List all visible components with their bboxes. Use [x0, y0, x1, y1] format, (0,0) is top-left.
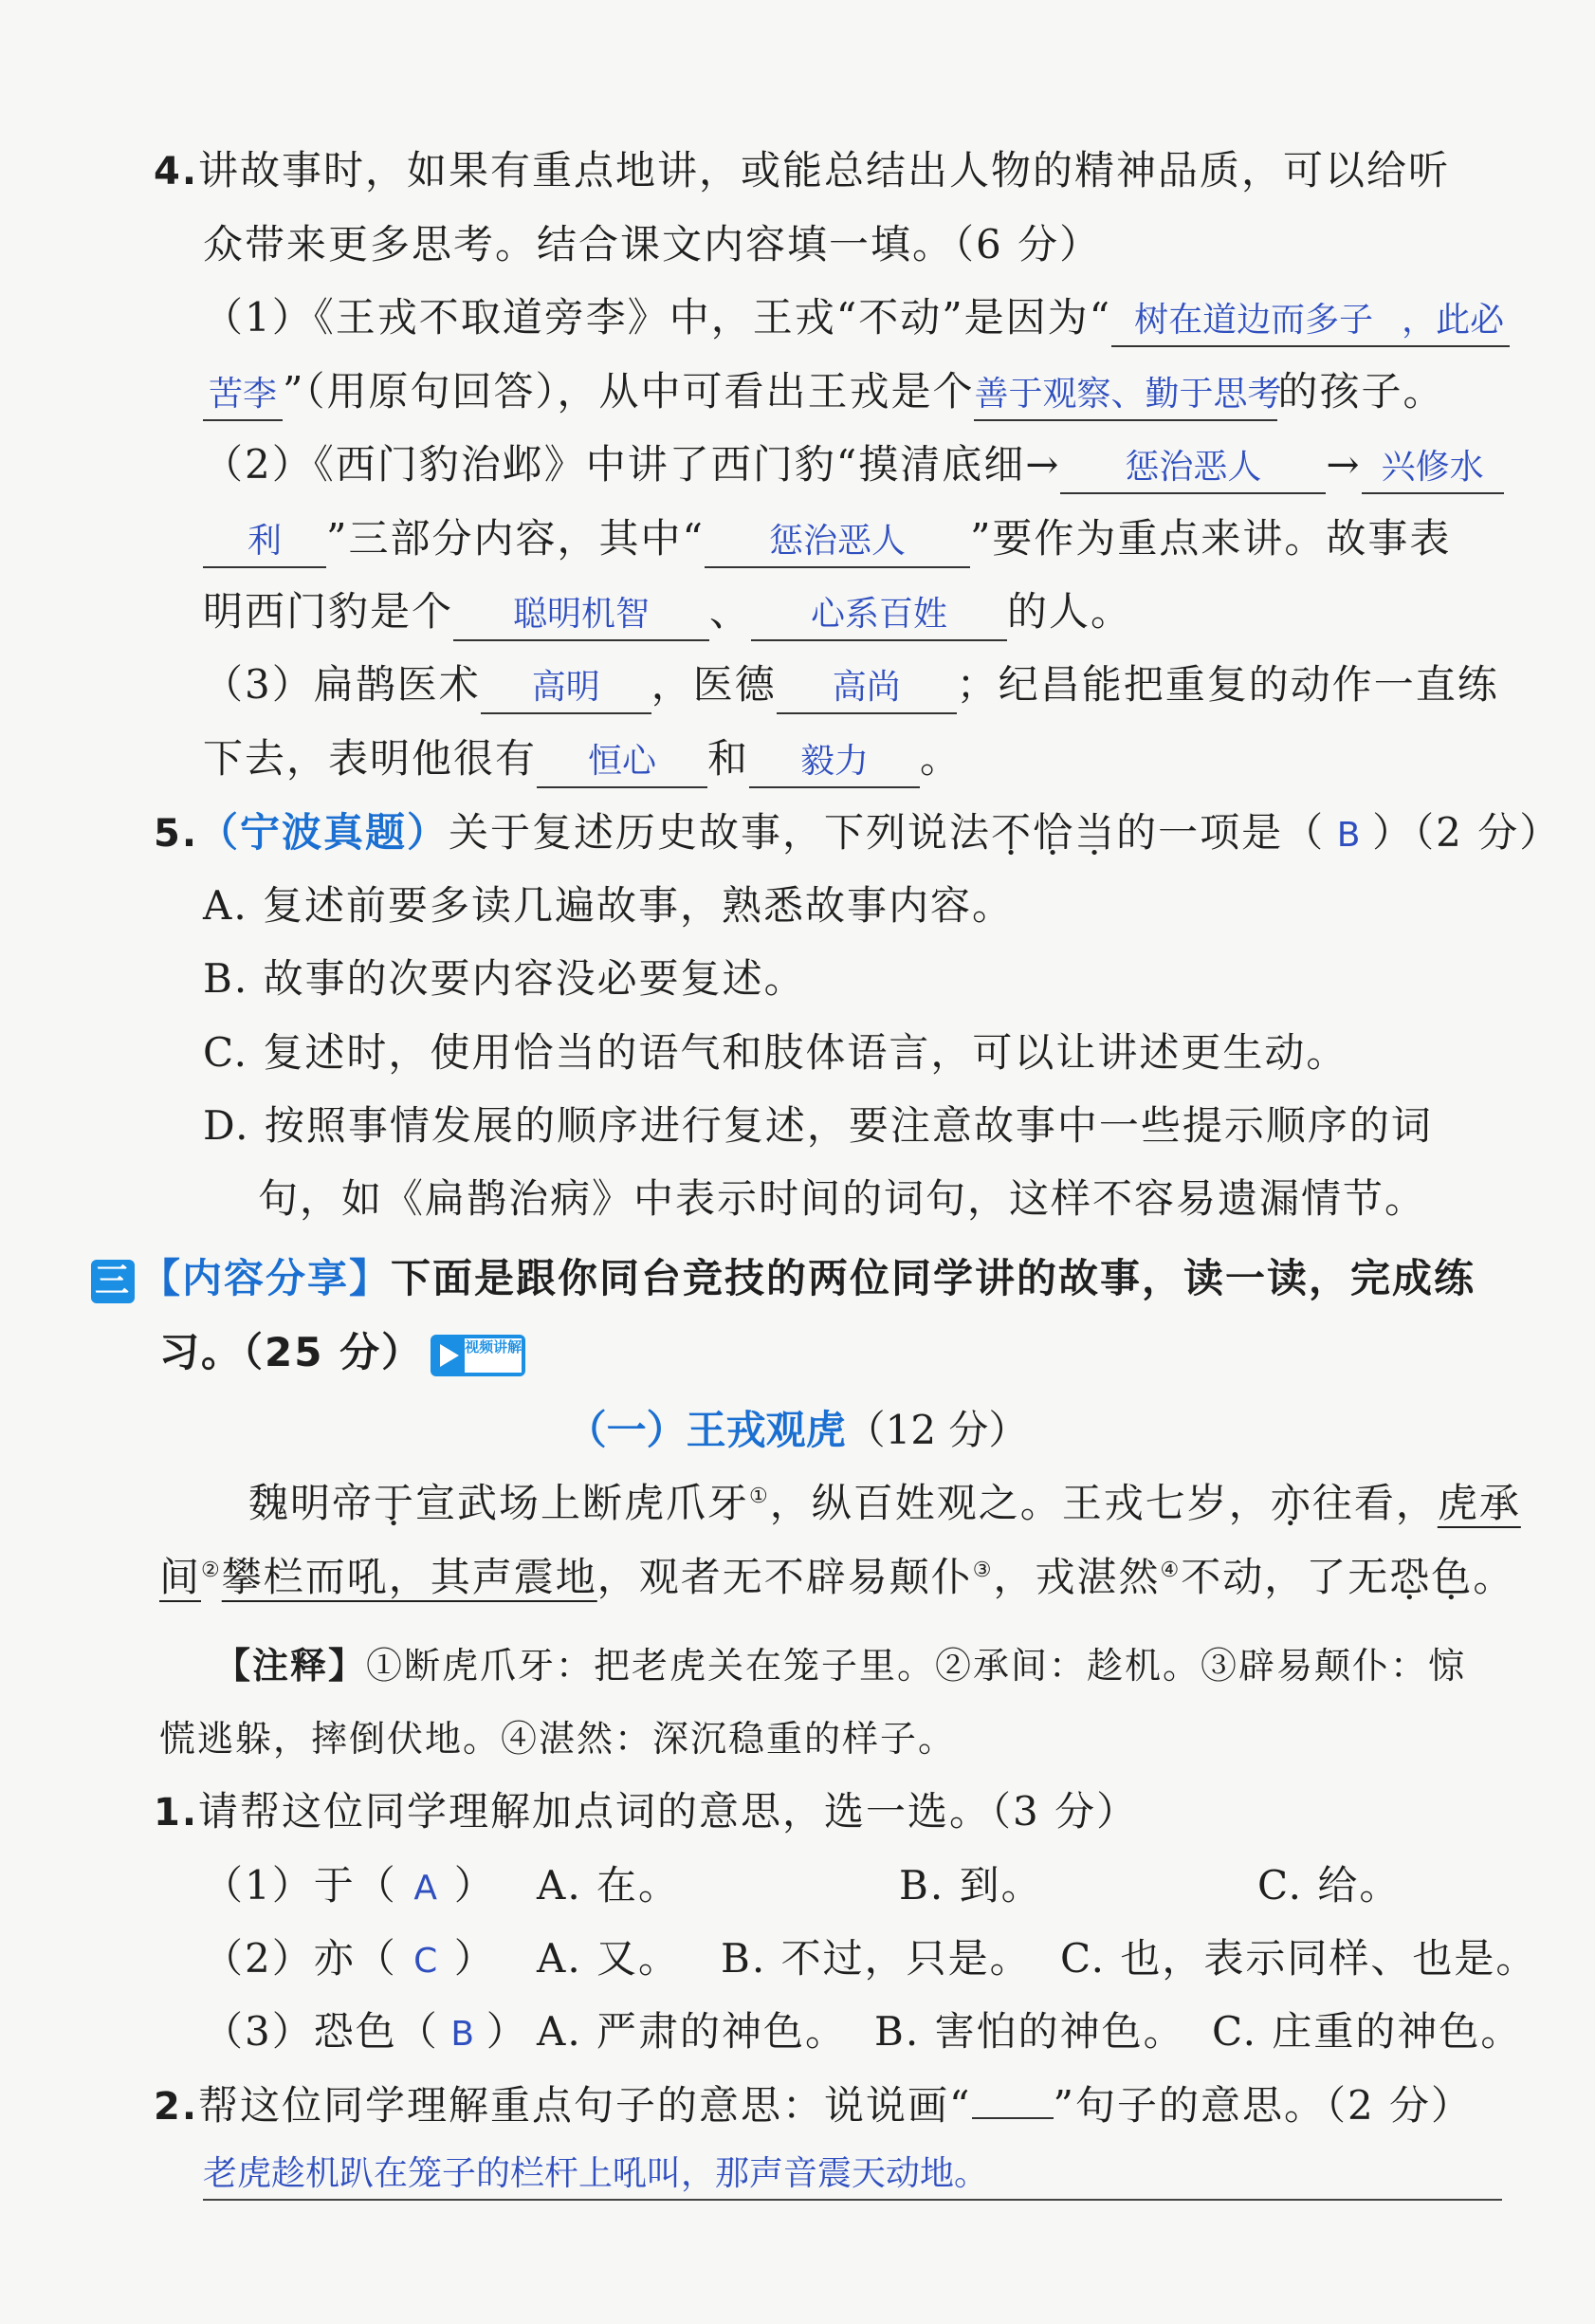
sq1-item1: （1）于（ A ）	[203, 1857, 496, 1917]
answer-blank[interactable]: 善于观察、勤于思考	[974, 370, 1277, 421]
option-b: B. 害怕的神色。	[874, 2008, 1185, 2055]
sq2-stem: 2.帮这位同学理解重点句子的意思：说说画“ ”句子的意思。（2 分）	[154, 2077, 1473, 2135]
q4-part2-line3: 明西门豹是个 聪明机智 、 心系百姓 的人。	[203, 583, 1132, 641]
q5-option-d-line2: 句，如《扁鹊治病》中表示时间的词句，这样不容易遗漏情节。	[258, 1175, 1427, 1222]
q4-line1: 4.讲故事时，如果有重点地讲，或能总结出人物的精神品质，可以给听	[154, 147, 1451, 194]
q4-part1-line1: （1）《王戎不取道旁李》中，王戎“不动”是因为“ 树在道边而多子 ，此必	[203, 289, 1510, 347]
answer-blank[interactable]: 心系百姓	[751, 590, 1007, 641]
q4-part2-line2: 利 ”三部分内容，其中“ 惩治恶人 ”要作为重点来讲。故事表	[203, 510, 1451, 568]
option-c: C. 也，表示同样、也是。	[1060, 1935, 1538, 1982]
answer-line	[203, 2199, 1502, 2201]
section3-heading-line2: 习。（25 分） 视频讲解	[159, 1324, 525, 1381]
sq1-item2: （2）亦（ C ）	[203, 1930, 496, 1990]
option-b: B. 不过，只是。	[721, 1935, 1032, 1982]
q4-part3-line1: （3）扁鹊医术 高明 ，医德 高尚 ；纪昌能把重复的动作一直练	[203, 656, 1499, 714]
play-icon	[440, 1344, 459, 1367]
option-c: C. 庄重的神色。	[1212, 2008, 1523, 2055]
notes-line2: 慌逃躲，摔倒伏地。④湛然：深沉稳重的样子。	[159, 1718, 957, 1760]
option-b: B. 到。	[899, 1862, 1043, 1909]
q4-part3-line2: 下去，表明他很有 恒心 和 毅力 。	[203, 730, 962, 788]
q5-option-b: B. 故事的次要内容没必要复述。	[203, 955, 806, 1002]
q5-option-a: A. 复述前要多读几遍故事，熟悉故事内容。	[203, 882, 1015, 929]
answer-blank[interactable]: ，此必	[1396, 296, 1510, 347]
q5-stem: 5.（宁波真题）关于复述历史故事，下列说法不恰当的一项是（ B ）（2 分）	[154, 804, 1561, 864]
q5-number: 5.	[154, 812, 199, 856]
story-title: （一）王戎观虎（12 分）	[566, 1407, 1029, 1453]
answer-blank[interactable]: 兴修水	[1362, 443, 1504, 494]
passage-line2: 间②攀栏而吼，其声震地，观者无不辟易颠仆③，戎湛然④不动，了无恐色。	[159, 1554, 1515, 1600]
answer-blank[interactable]: 树在道边而多子	[1111, 296, 1396, 347]
q4-line2: 众带来更多思考。结合课文内容填一填。（6 分）	[203, 221, 1102, 267]
section3-heading: 三 【内容分享】下面是跟你同台竞技的两位同学讲的故事，读一读，完成练	[91, 1250, 1476, 1307]
answer-blank[interactable]: 毅力	[749, 737, 920, 788]
answer-blank[interactable]: 利	[203, 517, 326, 568]
answer-blank[interactable]: 高尚	[777, 663, 957, 714]
answer-blank[interactable]: 聪明机智	[453, 590, 709, 641]
notes-line1: 【注释】①断虎爪牙：把老虎关在笼子里。②承间：趁机。③辟易颠仆：惊	[214, 1645, 1467, 1687]
video-explain-button[interactable]: 视频讲解	[431, 1335, 525, 1376]
answer-blank[interactable]: 惩治恶人	[1060, 443, 1326, 494]
option-a: A. 又。	[537, 1935, 681, 1982]
answer-blank[interactable]: 惩治恶人	[705, 517, 970, 568]
underlined-sentence: 攀栏而吼，其声震地	[221, 1554, 597, 1600]
sq1-answer[interactable]: B	[450, 2015, 475, 2054]
passage-line1: 魏明帝于宣武场上断虎爪牙①，纵百姓观之。王戎七岁，亦往看，虎承	[248, 1480, 1521, 1526]
sq1-item3: （3）恐色（ B ）	[203, 2003, 528, 2063]
option-a: A. 严肃的神色。	[537, 2008, 848, 2055]
q4-part2-line1: （2）《西门豹治邺》中讲了西门豹“摸清底细→ 惩治恶人 → 兴修水	[203, 436, 1504, 494]
underlined-sentence: 虎承	[1437, 1480, 1521, 1526]
answer-blank[interactable]: 恒心	[537, 737, 707, 788]
option-a: A. 在。	[537, 1862, 681, 1909]
q4-number: 4.	[154, 150, 199, 194]
sq1-answer[interactable]: C	[413, 1942, 438, 1981]
q5-source-tag: （宁波真题）	[198, 809, 449, 856]
option-c: C. 给。	[1257, 1862, 1402, 1909]
q5-option-c: C. 复述时，使用恰当的语气和肢体语言，可以让讲述更生动。	[203, 1029, 1348, 1076]
sq1-stem: 1.请帮这位同学理解加点词的意思，选一选。（3 分）	[154, 1788, 1139, 1835]
answer-blank[interactable]: 苦李	[203, 370, 283, 421]
answer-blank[interactable]: 高明	[481, 663, 651, 714]
sq1-answer[interactable]: A	[413, 1869, 438, 1908]
q5-option-d-line1: D. 按照事情发展的顺序进行复述，要注意故事中一些提示顺序的词	[203, 1102, 1433, 1149]
q4-part1-line2: 苦李 ”（用原句回答），从中可看出王戎是个善于观察、勤于思考的孩子。	[203, 363, 1445, 421]
q5-answer[interactable]: B	[1336, 816, 1361, 855]
section-badge: 三	[91, 1260, 135, 1303]
underline-sample	[972, 2079, 1054, 2119]
sq2-answer[interactable]: 老虎趁机趴在笼子的栏杆上吼叫，那声音震天动地。	[203, 2154, 989, 2193]
